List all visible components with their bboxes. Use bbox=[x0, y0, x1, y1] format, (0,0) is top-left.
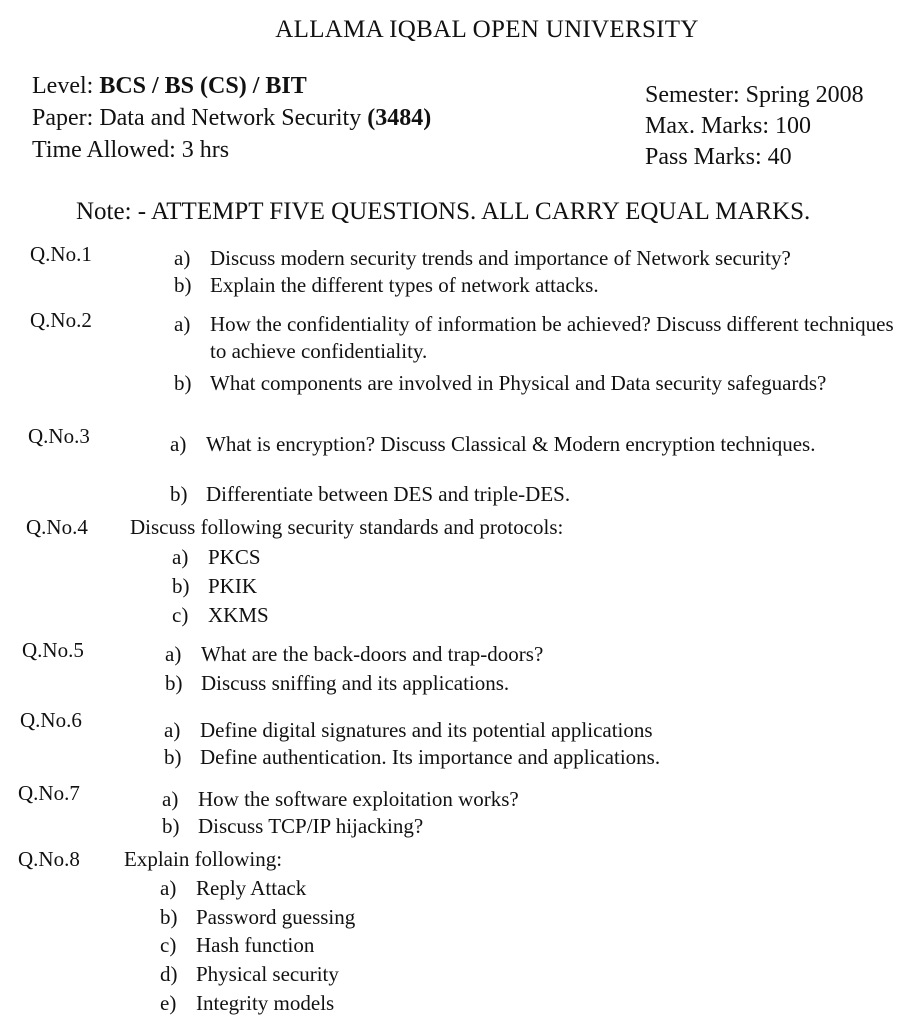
part-letter: e) bbox=[160, 991, 177, 1015]
part-text: Discuss sniffing and its applications. bbox=[201, 671, 510, 695]
question-label: Q.No.6 bbox=[20, 708, 82, 732]
part-text: Differentiate between DES and triple-DES. bbox=[206, 482, 571, 506]
question-label: Q.No.7 bbox=[18, 781, 80, 805]
question-label: Q.No.4 bbox=[26, 515, 88, 539]
question-part bbox=[172, 602, 269, 629]
part-letter: a) bbox=[164, 718, 181, 742]
level-label: Level: bbox=[32, 73, 100, 99]
question-part bbox=[160, 961, 339, 988]
part-text: Explain the different types of network attacks. bbox=[210, 273, 599, 297]
pass-marks: Pass Marks: 40 bbox=[645, 144, 792, 170]
paper-code: (3484) bbox=[367, 105, 432, 131]
part-letter: b) bbox=[174, 371, 192, 395]
question-part bbox=[160, 904, 355, 931]
question-3 bbox=[28, 423, 918, 508]
part-text: XKMS bbox=[208, 603, 269, 627]
instructions-note: Note: - ATTEMPT FIVE QUESTIONS. ALL CARRY EQUAL MARKS. bbox=[76, 198, 811, 225]
level-value: BCS / BS (CS) / BIT bbox=[99, 73, 307, 99]
part-letter: b) bbox=[160, 905, 178, 929]
question-part bbox=[174, 370, 850, 397]
part-letter: b) bbox=[164, 745, 182, 769]
question-part bbox=[160, 875, 306, 902]
question-part bbox=[174, 245, 791, 272]
university-title: ALLAMA IQBAL OPEN UNIVERSITY bbox=[275, 16, 699, 43]
question-part bbox=[160, 932, 314, 959]
question-part bbox=[165, 641, 543, 668]
question-part bbox=[164, 744, 660, 771]
part-text: What components are involved in Physical and Data security safeguards? bbox=[210, 371, 827, 395]
question-4 bbox=[26, 514, 916, 629]
question-label: Q.No.1 bbox=[30, 242, 92, 266]
part-letter: a) bbox=[170, 432, 187, 456]
part-letter: c) bbox=[172, 603, 189, 627]
question-part bbox=[160, 990, 334, 1017]
question-6 bbox=[20, 707, 910, 772]
part-letter: c) bbox=[160, 933, 177, 957]
part-text: What is encryption? Discuss Classical & Modern encryption techniques. bbox=[206, 432, 816, 456]
part-text: How the confidentiality of information be achieved? Discuss different techniques to achieve confidentiality. bbox=[210, 312, 894, 363]
part-letter: b) bbox=[174, 273, 192, 297]
question-intro: Discuss following security standards and protocols: bbox=[130, 515, 564, 539]
part-letter: a) bbox=[174, 246, 191, 270]
part-text: Password guessing bbox=[196, 905, 356, 929]
paper-label: Paper: Data and Network Security bbox=[32, 105, 368, 131]
marks-info bbox=[645, 80, 864, 173]
part-letter: b) bbox=[165, 671, 183, 695]
time-allowed: Time Allowed: 3 hrs bbox=[32, 137, 230, 163]
question-part bbox=[162, 813, 423, 840]
question-part bbox=[164, 717, 653, 744]
question-label: Q.No.2 bbox=[30, 308, 92, 332]
question-7 bbox=[18, 780, 908, 840]
part-text: Integrity models bbox=[196, 991, 335, 1015]
part-letter: b) bbox=[172, 574, 190, 598]
paper-info bbox=[32, 70, 431, 166]
part-letter: a) bbox=[165, 642, 182, 666]
part-text: Discuss TCP/IP hijacking? bbox=[198, 814, 424, 838]
semester: Semester: Spring 2008 bbox=[645, 82, 864, 108]
question-part bbox=[165, 670, 509, 697]
part-text: Define digital signatures and its potential applications bbox=[200, 718, 653, 742]
question-part bbox=[170, 481, 570, 508]
part-text: Reply Attack bbox=[196, 876, 307, 900]
part-text: What are the back-doors and trap-doors? bbox=[201, 642, 544, 666]
paper-line bbox=[32, 102, 431, 134]
question-part bbox=[172, 573, 257, 600]
question-part bbox=[162, 786, 519, 813]
question-part bbox=[172, 544, 261, 571]
question-part bbox=[174, 272, 599, 299]
part-letter: a) bbox=[172, 545, 189, 569]
part-letter: b) bbox=[170, 482, 188, 506]
question-5 bbox=[22, 637, 912, 697]
question-2 bbox=[30, 307, 920, 422]
max-marks: Max. Marks: 100 bbox=[645, 113, 811, 139]
question-intro: Explain following: bbox=[124, 847, 283, 871]
part-text: How the software exploitation works? bbox=[198, 787, 519, 811]
question-label: Q.No.5 bbox=[22, 638, 84, 662]
part-letter: a) bbox=[174, 312, 191, 336]
part-text: PKIK bbox=[208, 574, 258, 598]
part-text: Hash function bbox=[196, 933, 315, 957]
part-letter: a) bbox=[162, 787, 179, 811]
question-8 bbox=[18, 846, 908, 1021]
question-label: Q.No.3 bbox=[28, 424, 90, 448]
question-part bbox=[170, 431, 826, 458]
part-letter: d) bbox=[160, 962, 178, 986]
question-label: Q.No.8 bbox=[18, 847, 80, 871]
question-1 bbox=[30, 241, 920, 301]
part-text: Physical security bbox=[196, 962, 339, 986]
part-letter: a) bbox=[160, 876, 177, 900]
part-text: PKCS bbox=[208, 545, 261, 569]
question-part bbox=[174, 311, 910, 365]
level-line bbox=[32, 70, 431, 102]
part-text: Discuss modern security trends and importance of Network security? bbox=[210, 246, 791, 270]
part-letter: b) bbox=[162, 814, 180, 838]
part-text: Define authentication. Its importance and applications. bbox=[200, 745, 661, 769]
